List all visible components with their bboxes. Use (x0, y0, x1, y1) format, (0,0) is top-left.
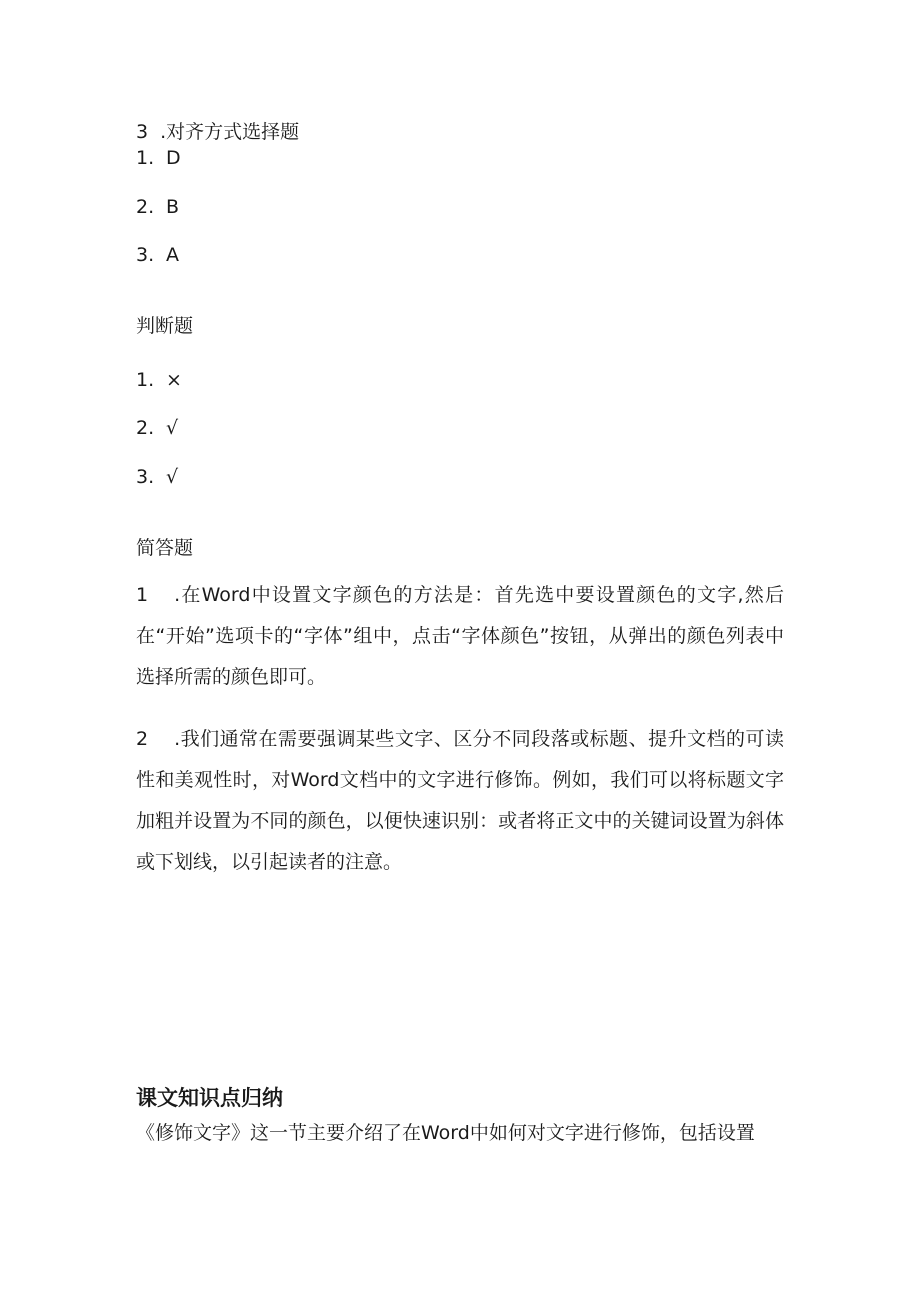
item-text: .在Word中设置文字颜色的方法是：首先选中要设置颜色的文字,然后在“开始”选项卡的“字体”组中，点击“字体颜色”按钮，从弹出的颜色列表中选择所需的颜色即可。 (136, 584, 784, 688)
section-title-text: .对齐方式选择题 (160, 121, 300, 143)
answer-value: × (166, 369, 182, 391)
answer-number: 3. (136, 244, 155, 266)
answer-number: 1. (136, 369, 155, 391)
alignment-answer-3 (136, 243, 179, 267)
alignment-answer-2 (136, 195, 179, 219)
short-answer-section-title: 简答题 (136, 537, 194, 559)
section-number: 3 (136, 121, 149, 143)
item-number: 2 (136, 728, 149, 750)
answer-number: 1. (136, 147, 155, 169)
alignment-section-title (136, 120, 299, 144)
answer-value: D (166, 147, 181, 169)
alignment-answer-1 (136, 146, 181, 170)
item-number: 1 (136, 584, 149, 606)
short-answer-item-1 (136, 575, 784, 698)
answer-value: √ (166, 466, 179, 488)
answer-value: A (166, 244, 179, 266)
short-answer-item-2 (136, 719, 784, 883)
answer-value: √ (166, 417, 179, 439)
summary-paragraph: 《修饰文字》这一节主要介绍了在Word中如何对文字进行修饰，包括设置 (136, 1122, 755, 1144)
item-text: .我们通常在需要强调某些文字、区分不同段落或标题、提升文档的可读性和美观性时，对Word文档中的文字进行修饰。例如，我们可以将标题文字加粗并设置为不同的颜色，以便快速识别：或者将正文中的关键词设置为斜体或下划线，以引起读者的注意。 (136, 728, 784, 873)
answer-number: 2. (136, 417, 155, 439)
answer-value: B (166, 196, 180, 218)
summary-heading: 课文知识点归纳 (136, 1086, 283, 1110)
answer-number: 2. (136, 196, 155, 218)
truefalse-section-title: 判断题 (136, 315, 194, 337)
answer-number: 3. (136, 466, 155, 488)
truefalse-answer-1 (136, 368, 182, 392)
truefalse-answer-3 (136, 465, 178, 489)
truefalse-answer-2 (136, 416, 178, 440)
